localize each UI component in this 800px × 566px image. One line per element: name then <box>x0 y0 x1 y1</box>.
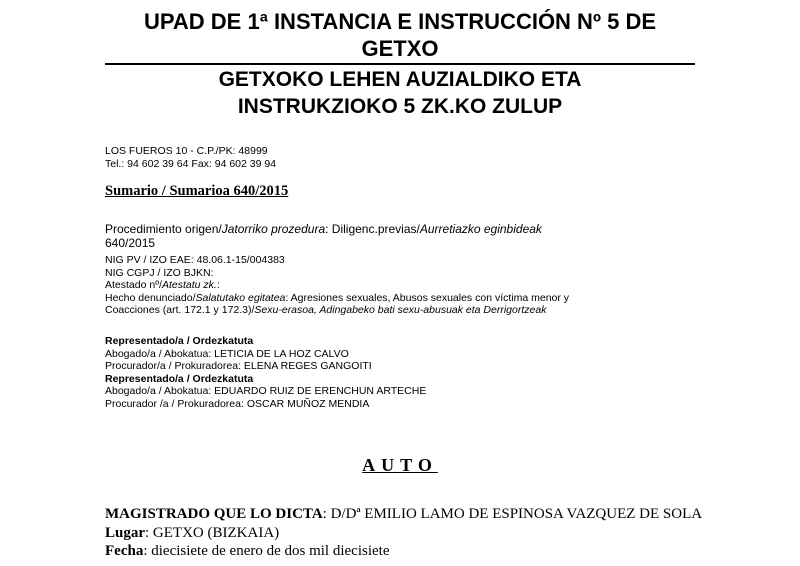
procedure-origin <box>105 222 635 250</box>
place-value: : GETXO (BIZKAIA) <box>145 524 280 541</box>
phone-fax-line: Tel.: 94 602 39 64 Fax: 94 602 39 94 <box>105 158 277 170</box>
representative-lawyer: Abogado/a / Abokatua: EDUARDO RUIZ DE ERENCHUN ARTECHE <box>105 385 427 397</box>
court-address <box>105 145 276 171</box>
hecho-value: : Agresiones sexuales, Abusos sexuales con víctima menor y <box>285 291 570 304</box>
place-line <box>105 524 702 543</box>
court-title-es <box>0 8 800 62</box>
hecho-denunciado <box>105 292 665 305</box>
magistrate-line <box>105 505 702 524</box>
auto-title <box>0 455 800 476</box>
procedure-number: 640/2015 <box>105 236 156 250</box>
court-title-eu <box>0 66 800 120</box>
nig-pv: NIG PV / IZO EAE: 48.06.1-15/004383 <box>105 254 285 266</box>
hecho-label-eu: Salatutako egitatea <box>195 291 286 304</box>
date-value: : diecisiete de enero de dos mil diecisiete <box>143 543 390 559</box>
representative-attorney: Procurador/a / Prokuradorea: ELENA REGES GANGOITI <box>105 360 372 372</box>
hecho-label: Hecho denunciado/ <box>105 291 196 304</box>
procedure-value-eu: Aurretiazko eginbideak <box>419 222 542 236</box>
date-label: Fecha <box>105 543 144 559</box>
court-title-es-line2: GETXO <box>361 36 439 61</box>
hecho-value2: Coacciones (art. 172.1 y 172.3)/ <box>105 304 255 316</box>
atestado-label: Atestado nº/ <box>105 279 162 291</box>
representative-attorney: Procurador /a / Prokuradorea: OSCAR MUÑOZ MENDIA <box>105 397 370 410</box>
magistrate-label: MAGISTRADO QUE LO DICTA <box>105 506 323 522</box>
date-line <box>105 542 702 561</box>
atestado <box>105 279 665 292</box>
atestado-value: : <box>216 279 220 291</box>
nig-cgpj: NIG CGPJ / IZO BJKN: <box>105 266 214 279</box>
address-line: LOS FUEROS 10 - C.P./PK: 48999 <box>105 145 268 157</box>
header-divider <box>105 63 695 65</box>
court-title-eu-line2: INSTRUKZIOKO 5 ZK.KO ZULUP <box>237 95 563 118</box>
representatives <box>105 335 426 410</box>
court-title-eu-line1: GETXOKO LEHEN AUZIALDIKO ETA <box>218 68 582 91</box>
magistrate-block <box>105 505 702 561</box>
case-number: Sumario / Sumarioa 640/2015 <box>105 183 289 199</box>
hecho-denunciado-cont <box>105 304 665 317</box>
representative-heading: Representado/a / Ordezkatuta <box>105 335 254 347</box>
auto-title-text: AUTO <box>362 455 438 475</box>
atestado-label-eu: Atestatu zk. <box>161 279 217 291</box>
representative-lawyer: Abogado/a / Abokatua: LETICIA DE LA HOZ CALVO <box>105 347 349 360</box>
magistrate-value: : D/Dª EMILIO LAMO DE ESPINOSA VAZQUEZ DE SOLA <box>322 506 703 522</box>
hecho-value2-eu: Sexu-erasoa, Adingabeko bati sexu-abusuak eta Derrigortzeak <box>254 304 547 316</box>
case-metadata <box>105 254 665 317</box>
court-title-es-line1: UPAD DE 1ª INSTANCIA E INSTRUCCIÓN Nº 5 DE <box>143 9 657 34</box>
procedure-label-eu: Jatorriko prozedura <box>221 222 326 236</box>
place-label: Lugar <box>105 524 146 541</box>
representative-heading: Representado/a / Ordezkatuta <box>105 372 254 385</box>
procedure-value: : Diligenc.previas/ <box>325 222 420 236</box>
procedure-label: Procedimiento origen/ <box>105 222 222 236</box>
